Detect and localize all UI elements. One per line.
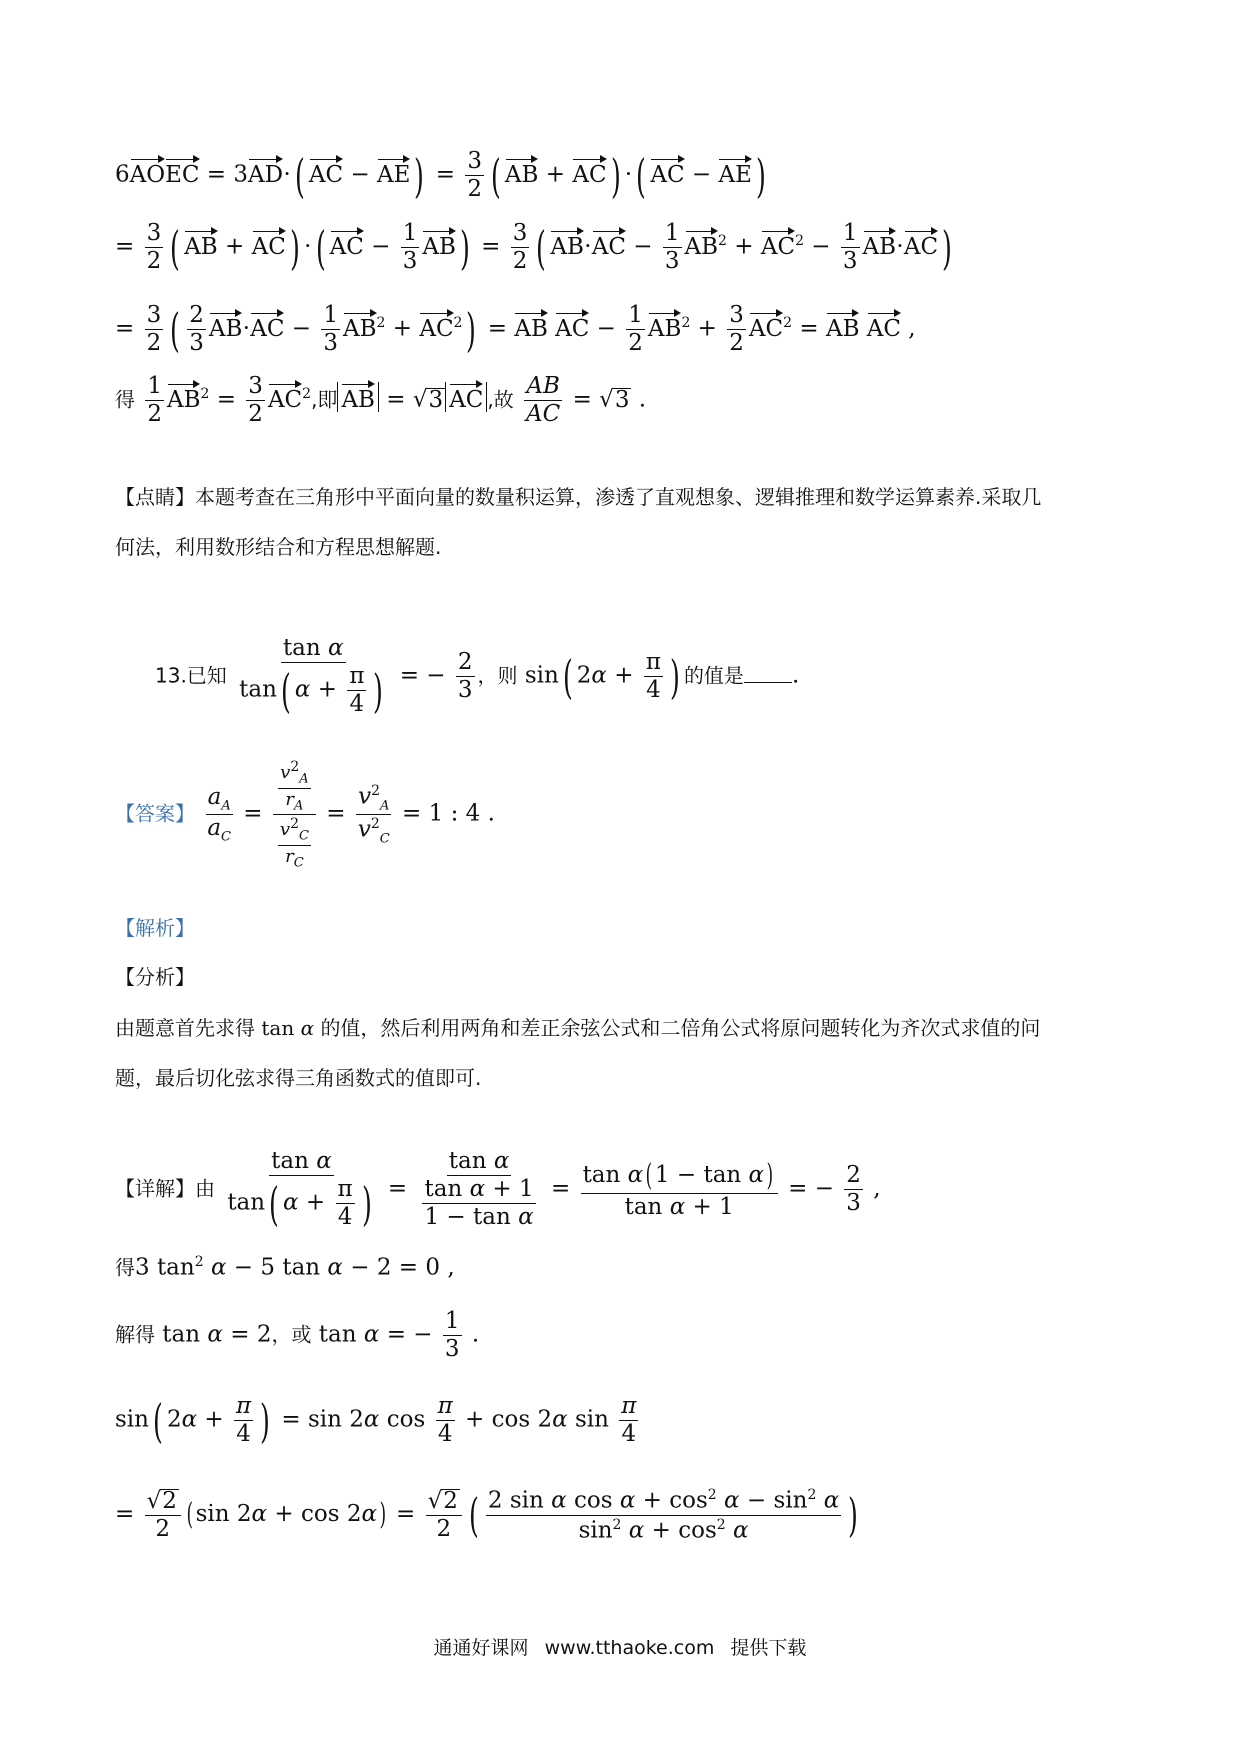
equation-line-2: = $\frac{3}{2}$ ( AB + AC) ⋅( AC − $\frac{1}{3}$ AB) = $\frac{3}{2}$ ( AB⋅AC − $\frac{1}{3}$ $AB^2 + AC^2$ − $\frac{1}{3}$ AB⋅AC): [115, 220, 953, 275]
answer-label: 【答案】: [115, 801, 195, 826]
fenxi-label: 【分析】: [115, 965, 195, 989]
page-footer: [0, 1633, 1240, 1660]
detail-line-1: 【详解】由 tan α tan( α + $\frac{\pi}{4}$ ) = $\frac{\text{tan α}}{\frac{\text{tan α + 1}}{\text{1 − tan α}}}$ = $\frac{\text{tan α( 1 − tan α)}}{\text{tan α + 1}}$ = − $\frac{2}{3}$ ,: [115, 1148, 881, 1231]
equation-line-3: = $\frac{3}{2}$ ( $\frac{2}{3}$ AB⋅AC − $\frac{1}{3}$ $AB^2 + AC^2$) = AB AC − $\frac{1}{2}$ $AB^2$ + $\frac{3}{2}$ $AC^2$ = AB AC ,: [115, 302, 916, 357]
detail-line-4: sin( 2α + $\frac{\pi}{4}$ ) = sin 2α cos $\frac{\pi}{4}$ + cos 2α sin $\frac{\pi}{4}$: [115, 1393, 637, 1448]
comment-line-2: 何法，利用数形结合和方程思想解题.: [115, 535, 442, 559]
answer-blank: [744, 664, 792, 683]
equation-line-1: 6AOEC = 3AD⋅( AC − AE) = $\frac{3}{2}$ ( AB + AC) ⋅( AC − AE): [115, 148, 766, 203]
question-number: 13.已知: [155, 663, 227, 688]
jiexi-label: 【解析】: [115, 916, 195, 940]
equation-line-4: 得 $\frac{1}{2}$ $AB^2$ = $\frac{3}{2}$ $AC^2$,即 AB = √3 AC ,故 $\frac{AB}{AC}$ = √3 .: [115, 373, 647, 427]
detail-line-3: 解得 tan α = 2，或 tan α = − $\frac{1}{3}$ .: [115, 1308, 480, 1362]
detail-label: 【详解】由: [115, 1176, 215, 1201]
comment-line-1: 【点睛】本题考查在三角形中平面向量的数量积运算，渗透了直观想象、逻辑推理和数学运算素养.采取几: [115, 485, 1042, 509]
answer-line: 【答案】 $\frac{a_A}{a_C}$ = $\frac{\frac{v^2_A}{r_A}}{\frac{v^2_C}{r_C}}$ = $\frac{v^2_A}{v^2_C}$ = 1 : 4 .: [115, 759, 495, 871]
detail-line-5: = $\frac{√2}{2}$ ( sin 2α + cos 2α) = $\frac{√2}{2}$ ( $\frac{2 \sin \alpha \cos \alpha + \cos^2 \alpha - \sin^2 \alpha}{\sin^2 \alpha + \cos^2 \alpha}$ ): [115, 1487, 859, 1544]
analysis-line-1: 由题意首先求得 tan α 的值，然后利用两角和差正余弦公式和二倍角公式将原问题转化为齐次式求值的问: [115, 1016, 1041, 1040]
footer-site-name: 通通好课网: [433, 1637, 529, 1659]
question-13: 13.已知 tan α tan( α + $\frac{\pi}{4}$ ) = − $\frac{2}{3}$ ，则 sin( 2α + $\frac{\pi}{4}$ ) 的值是 .: [155, 635, 800, 718]
comment-label: 【点睛】: [115, 485, 195, 509]
footer-provider: 提供下载: [730, 1637, 807, 1659]
answer-result: 1 : 4: [428, 800, 481, 827]
footer-url[interactable]: www.tthaoke.com: [544, 1637, 715, 1659]
analysis-line-2: 题，最后切化弦求得三角函数式的值即可.: [115, 1066, 482, 1090]
detail-line-2: 得3 $\tan^2 \alpha - 5$ tan α − 2 = 0 ,: [115, 1254, 455, 1281]
